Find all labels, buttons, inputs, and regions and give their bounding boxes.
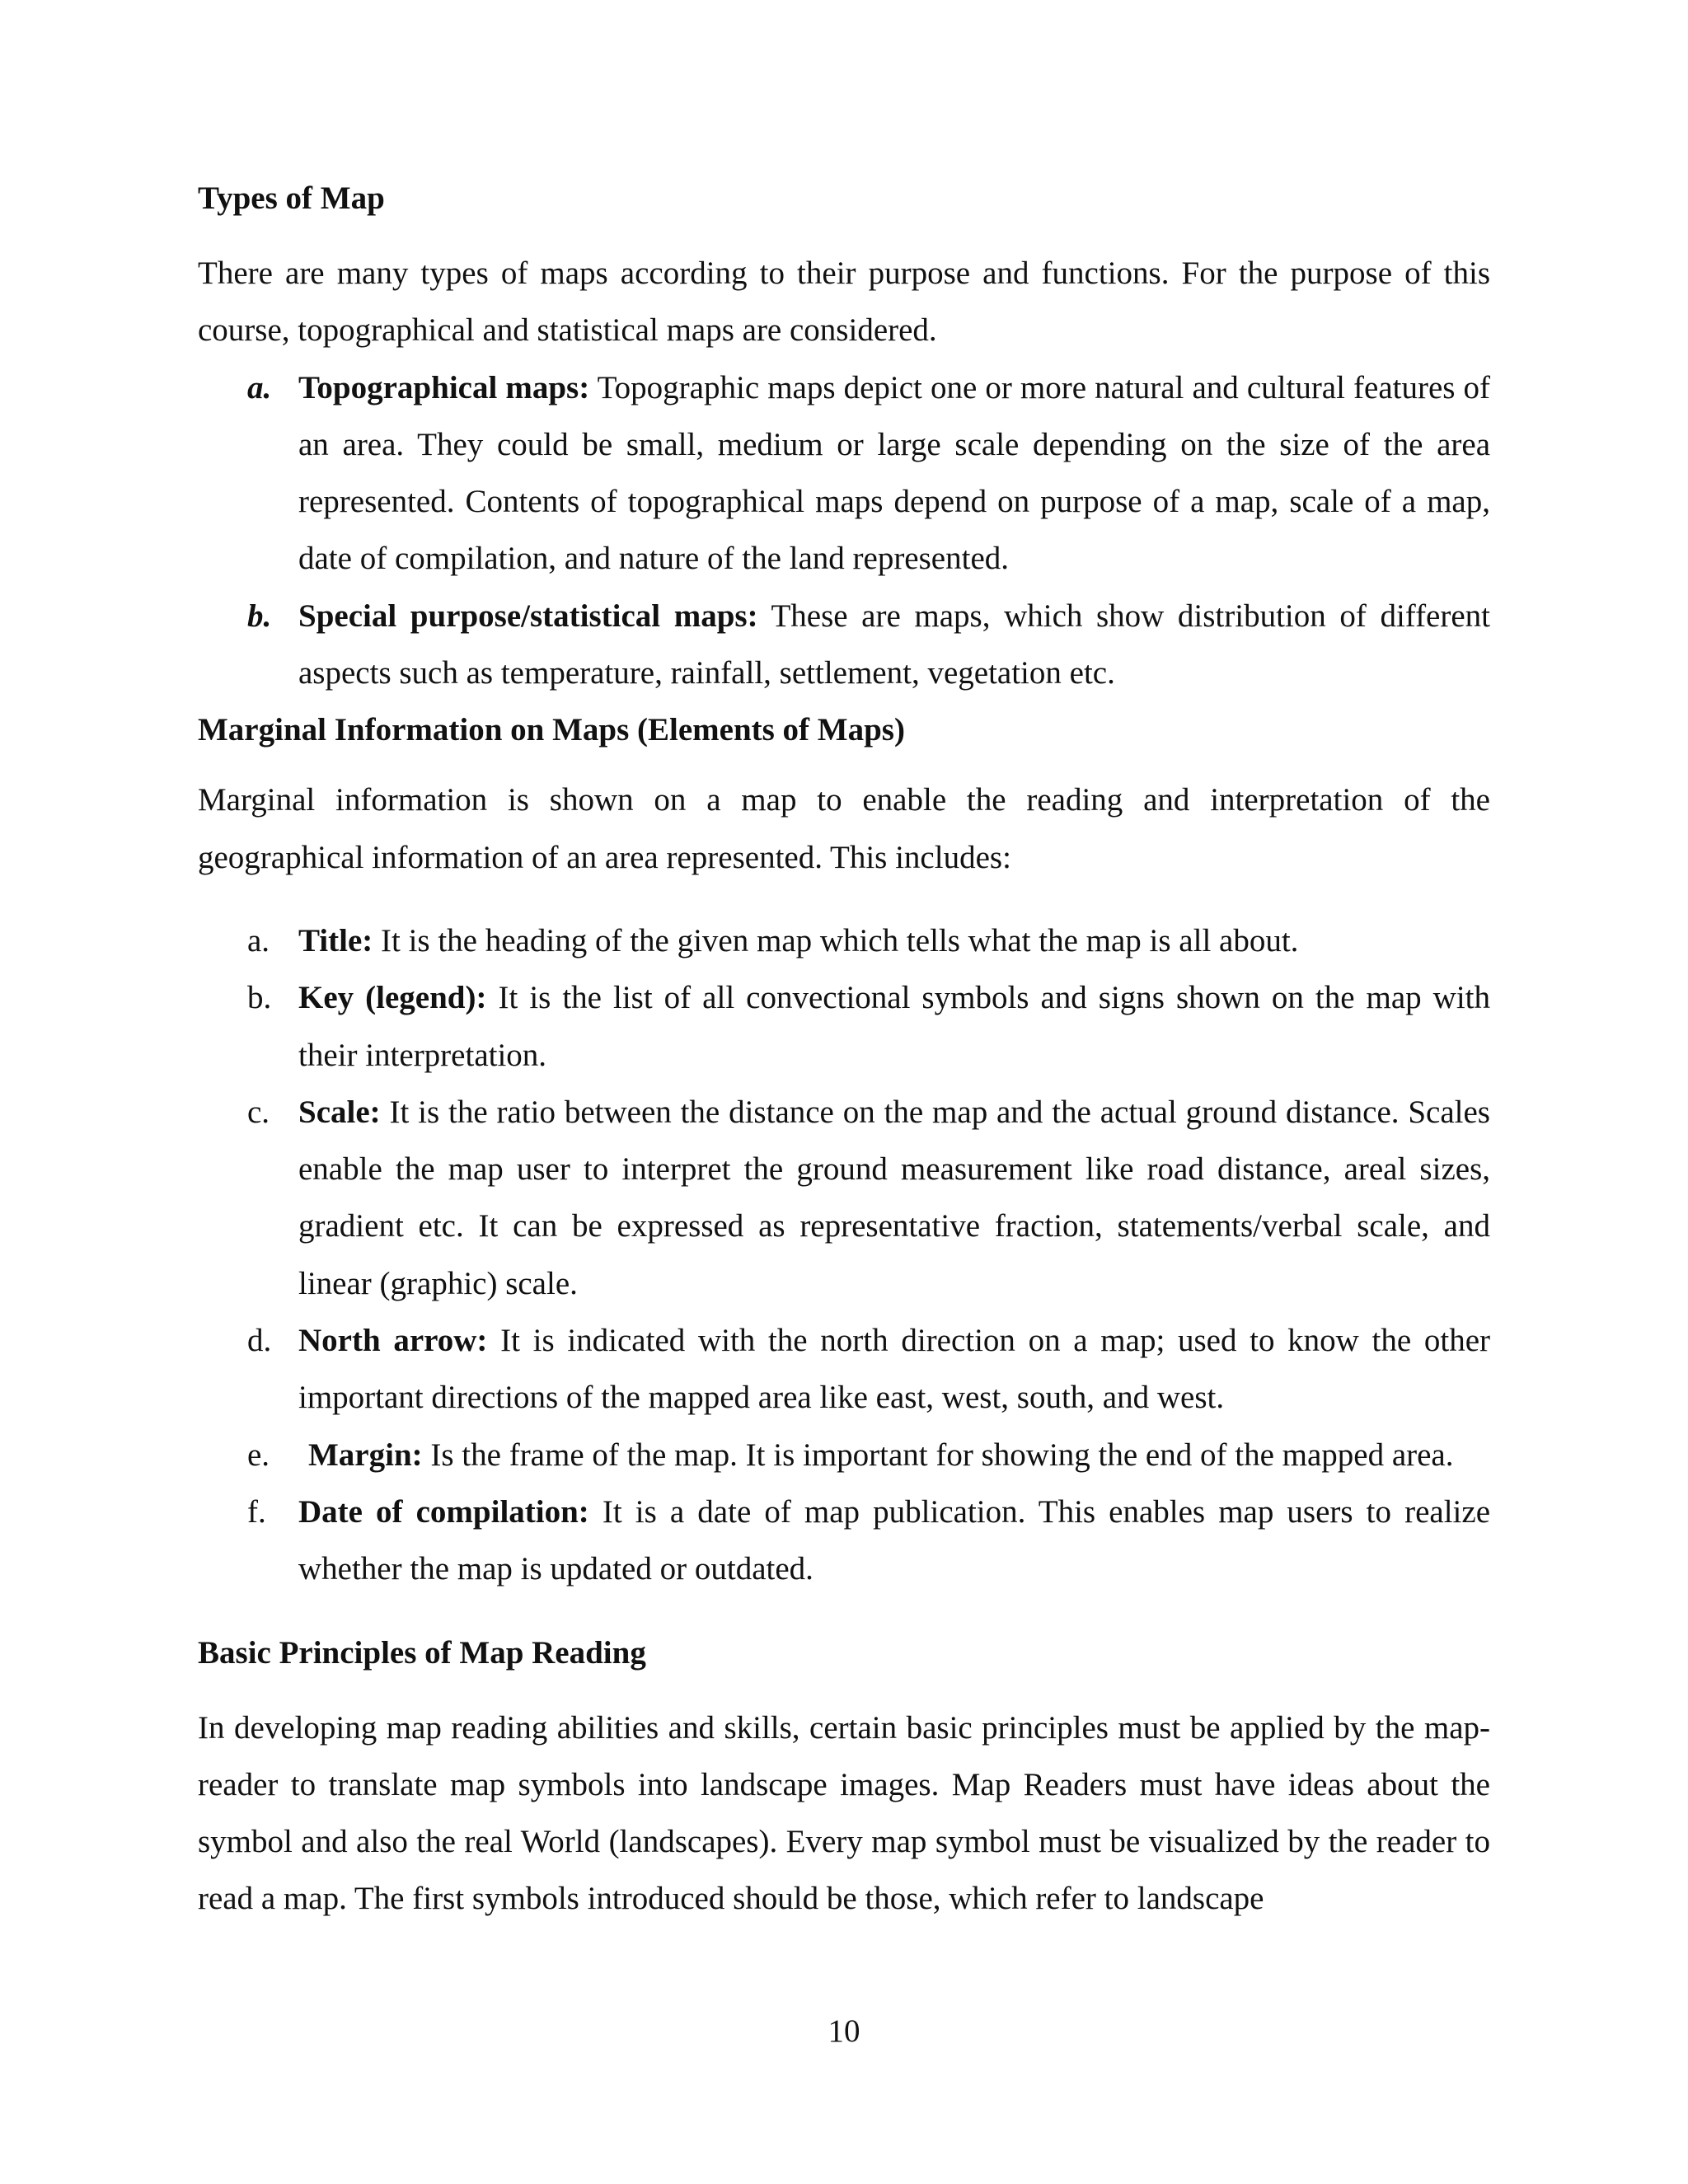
term-description: It is indicated with the north direction on a map; used to know the other important directions of the mapped area like east, west, south, and west. [298,1323,1490,1416]
term-label: North arrow: [298,1323,488,1359]
paragraph-principles: In developing map reading abilities and skills, certain basic principles must be applied by the map-reader to translate map symbols into landscape images. Map Readers must have ideas about the symbol and also the real World (landscapes). Every map symbol must be visualized by the reader to read a map. The first symbols introduced should be those, which refer to landscape [198,1709,1490,1917]
term-description: Is the frame of the map. It is important for showing the end of the mapped area. [422,1436,1454,1473]
list-item-date-of-compilation [198,1483,1490,1598]
list-marker: a. [247,369,272,405]
term-description: It is a date of map publication. This enables map users to realize whether the map is updated or outdated. [298,1493,1490,1587]
term-description: It is the heading of the given map which tells what the map is all about. [373,922,1299,958]
term-label: Topographical maps: [298,369,590,405]
page-number: 10 [828,2013,860,2049]
paragraph-types-intro: There are many types of maps according to their purpose and functions. For the purpose of this course, topographical and statistical maps are considered. [198,255,1490,349]
term-label: Special purpose/statistical maps: [298,598,758,634]
list-item-scale [198,1084,1490,1312]
list-item-title [198,912,1490,969]
list-item-north-arrow [198,1312,1490,1427]
list-map-types [198,359,1490,702]
list-marker: e. [247,1436,270,1473]
term-description: These are maps, which show distribution of different aspects such as temperature, rainfall, settlement, vegetation etc. [298,598,1490,691]
term-label: Scale: [298,1094,381,1130]
list-marker: f. [247,1493,266,1530]
list-item-key-legend [198,969,1490,1084]
list-marker: b. [247,980,272,1016]
term-description: It is the list of all convectional symbols and signs shown on the map with their interpretation. [298,980,1491,1073]
term-label: Margin: [308,1436,423,1473]
list-item-special-purpose [198,588,1490,702]
list-item-topographical [198,359,1490,588]
list-marker: a. [247,922,270,958]
heading-basic-principles: Basic Principles of Map Reading [198,1634,646,1671]
term-description: Topographic maps depict one or more natural and cultural features of an area. They could be small, medium or large scale depending on the size of the area represented. Contents of topographical maps depend on purpose of a map, scale of a map, date of compilation, and nature of the land represented. [298,369,1490,577]
term-label: Title: [298,922,373,958]
list-item-margin [198,1427,1490,1483]
list-marker: c. [247,1094,270,1130]
paragraph-marginal-intro: Marginal information is shown on a map to enable the reading and interpretation of the geographical information of an area represented. This includes: [198,782,1490,875]
list-marker: d. [247,1323,272,1359]
term-description: It is the ratio between the distance on the map and the actual ground distance. Scales enable the map user to interpret the ground measurement like road distance, areal sizes, gradient etc. It can be expressed as representative fraction, statements/verbal scale, and linear (graphic) scale. [298,1094,1490,1301]
heading-types-of-map: Types of Map [198,180,385,216]
list-marginal-elements [198,912,1490,1598]
list-marker: b. [247,598,272,634]
heading-marginal-information: Marginal Information on Maps (Elements of Maps) [198,712,905,748]
term-label: Date of compilation: [298,1493,589,1530]
page-content [198,170,1490,1928]
term-label: Key (legend): [298,980,487,1016]
